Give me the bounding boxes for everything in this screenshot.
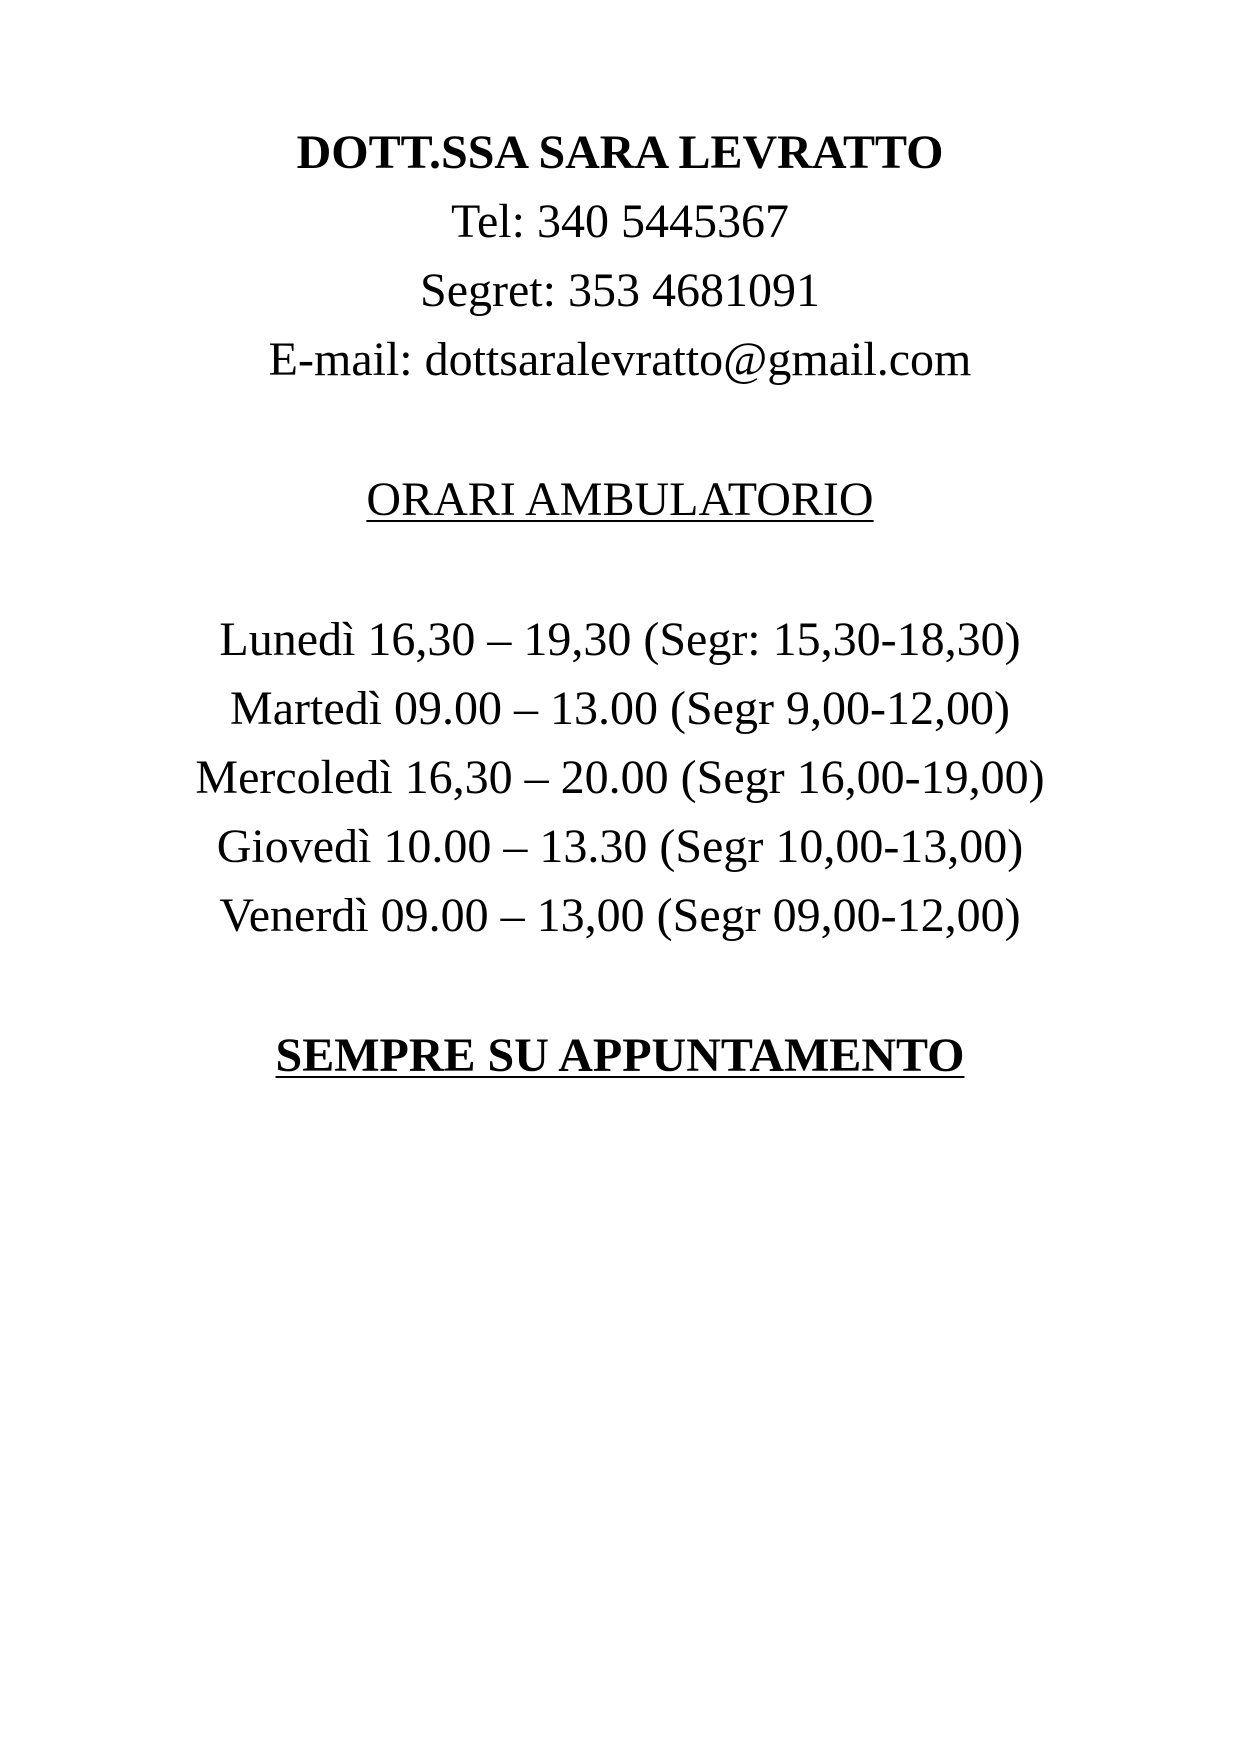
email-address: E-mail: dottsaralevratto@gmail.com <box>268 333 972 386</box>
schedule-row: Mercoledì 16,30 – 20.00 (Segr 16,00-19,00) <box>195 751 1045 804</box>
doctor-name: DOTT.SSA SARA LEVRATTO <box>296 126 944 179</box>
schedule-row: Martedì 09.00 – 13.00 (Segr 9,00-12,00) <box>230 682 1010 735</box>
schedule-row: Giovedì 10.00 – 13.30 (Segr 10,00-13,00) <box>216 820 1024 873</box>
schedule-row: Venerdì 09.00 – 13,00 (Segr 09,00-12,00) <box>219 889 1021 942</box>
schedule-row: Lunedì 16,30 – 19,30 (Segr: 15,30-18,30) <box>219 613 1021 666</box>
section-title: ORARI AMBULATORIO <box>366 473 874 526</box>
phone-number: Tel: 340 5445367 <box>451 195 789 248</box>
secretary-phone: Segret: 353 4681091 <box>420 264 820 317</box>
appointment-note: SEMPRE SU APPUNTAMENTO <box>275 1029 965 1082</box>
